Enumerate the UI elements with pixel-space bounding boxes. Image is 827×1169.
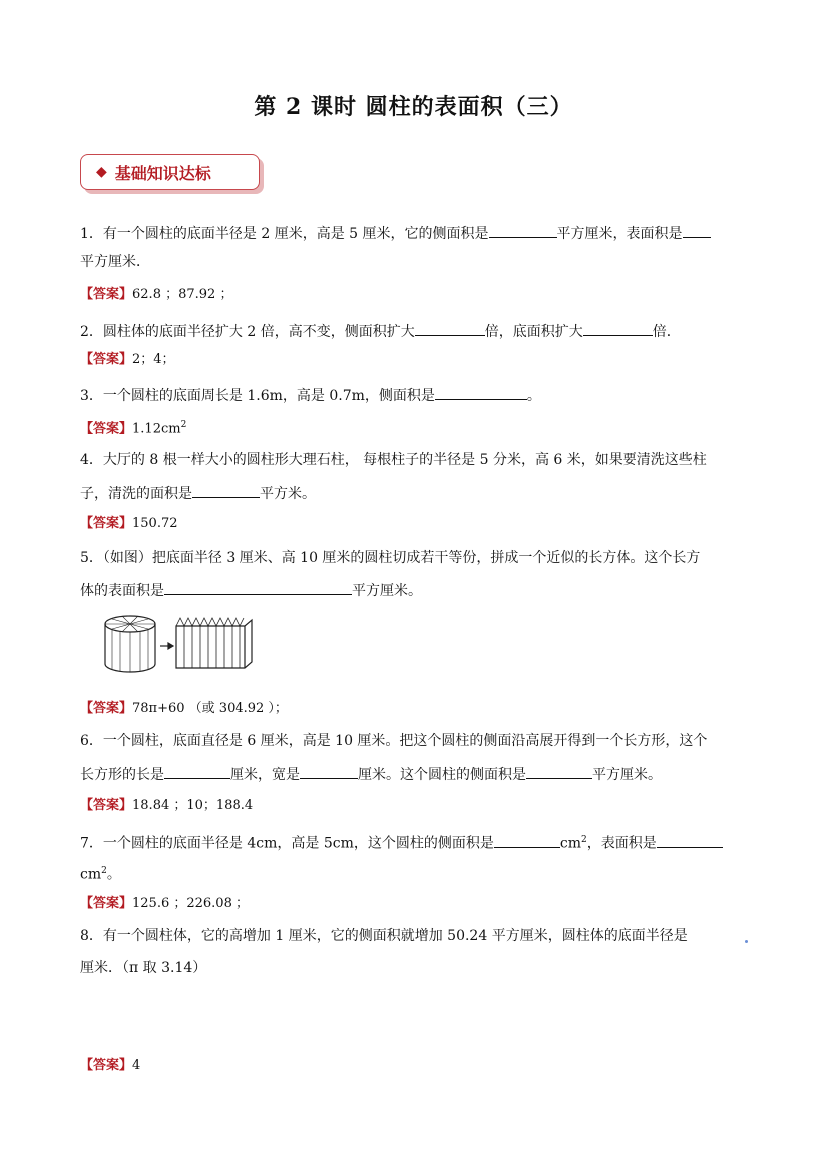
stray-dot [745,940,748,943]
cylinder-to-cuboid-figure [100,612,260,676]
question-6: 6．一个圆柱，底面直径是 6 厘米，高是 10 厘米。把这个圆柱的侧面沿高展开得到一个长方形，这个 [80,733,708,749]
answer-blank[interactable] [489,222,557,238]
question-8: 8．有一个圆柱体，它的高增加 1 厘米，它的侧面积就增加 50.24 平方厘米，圆柱体的底面半径是 [80,928,688,944]
answer-blank[interactable] [164,763,230,779]
question-2: 2．圆柱体的底面半径扩大 2 倍，高不变，侧面积扩大 倍，底面积扩大 倍． [80,320,681,342]
question-1: 1．有一个圆柱的底面半径是 2 厘米，高是 5 厘米，它的侧面积是 平方厘米，表面积是 [80,222,711,244]
answer-6: 【答案】18.84 ；10；188.4 [80,798,254,813]
answer-blank[interactable] [300,763,358,779]
answer-blank[interactable] [164,579,352,595]
question-6-line2: 长方形的长是 厘米，宽是 厘米。这个圆柱的侧面积是 平方厘米。 [80,763,662,785]
answer-5: 【答案】78π+60 （或 304.92 ）； [80,701,288,716]
answer-blank[interactable] [415,320,485,336]
page-title: 第 2 课时 圆柱的表面积（三） [254,94,573,120]
answer-2: 【答案】2；4； [80,352,175,367]
answer-3: 【答案】$1.12cm^2$ [80,420,187,437]
answer-blank[interactable] [683,222,711,238]
answer-blank[interactable] [192,482,260,498]
question-1-line2: 平方厘米． [80,254,150,270]
section-header [80,154,260,190]
question-4-line2: 子，清洗的面积是 平方米。 [80,482,316,504]
answer-7: 【答案】125.6 ；226.08 ； [80,896,249,911]
question-4: 4．大厅的 8 根一样大小的圆柱形大理石柱， 每根柱子的半径是 5 分米，高 6 米，如果要清洗这些柱 [80,452,707,468]
question-5: 5．（如图）把底面半径 3 厘米、高 10 厘米的圆柱切成若干等份，拼成一个近似的长方体。这个长方 [80,550,701,566]
question-8-line2: 厘米．（π 取 3.14） [80,960,207,976]
diamond-icon: ◆ [96,164,107,180]
question-3: 3．一个圆柱的底面周长是 1.6m，高是 0.7m，侧面积是 。 [80,384,541,406]
section-label: 基础知识达标 [114,163,211,183]
answer-1: 【答案】62.8 ；87.92 ； [80,287,233,302]
answer-blank[interactable] [435,384,527,400]
answer-blank[interactable] [583,320,653,336]
answer-8: 【答案】4 [80,1058,141,1073]
answer-blank[interactable] [526,763,592,779]
question-7-line2: $cm^2$。 [80,866,121,883]
question-7: 7．一个圆柱的底面半径是 4cm，高是 5cm，这个圆柱的侧面积是 $cm^2$，表面积是 [80,830,723,854]
question-5-line2: 体的表面积是 平方厘米。 [80,579,422,601]
answer-blank[interactable] [657,832,723,848]
answer-4: 【答案】150.72 [80,516,178,531]
answer-blank[interactable] [494,832,560,848]
